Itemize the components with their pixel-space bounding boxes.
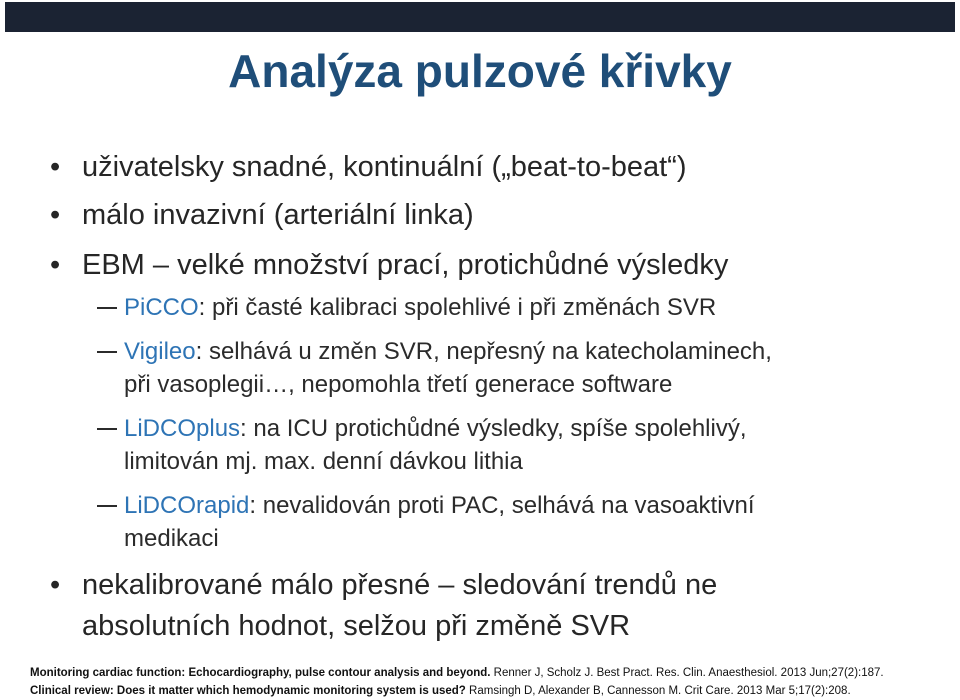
sub-text: : selhává u změn SVR, nepřesný na katecholaminech, bbox=[195, 338, 772, 365]
sub-text: při vasoplegii…, nepomohla třetí generace software bbox=[124, 371, 673, 398]
bullet-dot: • bbox=[50, 249, 61, 281]
sub-label: LiDCOrapid bbox=[124, 492, 250, 519]
sub-text: : na ICU protichůdné výsledky, spíše spolehlivý, bbox=[240, 415, 747, 442]
sub-text: : při časté kalibraci spolehlivé i při změnách SVR bbox=[198, 294, 717, 321]
sub-label: PiCCO bbox=[124, 294, 199, 321]
sub-dash bbox=[97, 351, 117, 353]
bullet-text: málo invazivní (arteriální linka) bbox=[82, 199, 474, 231]
bullet-text: EBM – velké množství prací, protichůdné výsledky bbox=[82, 249, 729, 281]
sub-text: : nevalidován proti PAC, selhává na vasoaktivní bbox=[249, 492, 755, 519]
reference-line bbox=[30, 682, 884, 700]
bullet-dot: • bbox=[50, 199, 61, 231]
sub-dash bbox=[97, 428, 117, 430]
top-bar bbox=[5, 2, 955, 32]
sub-label: LiDCOplus bbox=[124, 415, 241, 442]
reference-source: Renner J, Scholz J. Best Pract. Res. Clin. Anaesthesiol. 2013 Jun;27(2):187. bbox=[490, 667, 884, 679]
reference-line bbox=[30, 664, 884, 682]
slide-title: Analýza pulzové křivky bbox=[228, 45, 732, 97]
sub-text: limitován mj. max. denní dávkou lithia bbox=[124, 448, 523, 475]
sub-dash bbox=[97, 307, 117, 309]
reference-source: Ramsingh D, Alexander B, Cannesson M. Crit Care. 2013 Mar 5;17(2):208. bbox=[465, 685, 851, 697]
bullet-dot: • bbox=[50, 151, 61, 183]
bullet-text: uživatelsky snadné, kontinuální („beat-to-beat“) bbox=[82, 151, 687, 183]
bullet-text: absolutních hodnot, selžou při změně SVR bbox=[82, 610, 631, 642]
sub-label: Vigileo bbox=[124, 338, 196, 365]
bullet-dot: • bbox=[50, 569, 61, 601]
reference-title: Monitoring cardiac function: Echocardiography, pulse contour analysis and beyond. bbox=[30, 667, 491, 679]
references bbox=[30, 664, 884, 700]
sub-text: medikaci bbox=[124, 525, 219, 552]
bullet-text: nekalibrované málo přesné – sledování trendů ne bbox=[82, 569, 718, 601]
sub-dash bbox=[97, 505, 117, 507]
reference-title: Clinical review: Does it matter which hemodynamic monitoring system is used? bbox=[30, 685, 466, 697]
